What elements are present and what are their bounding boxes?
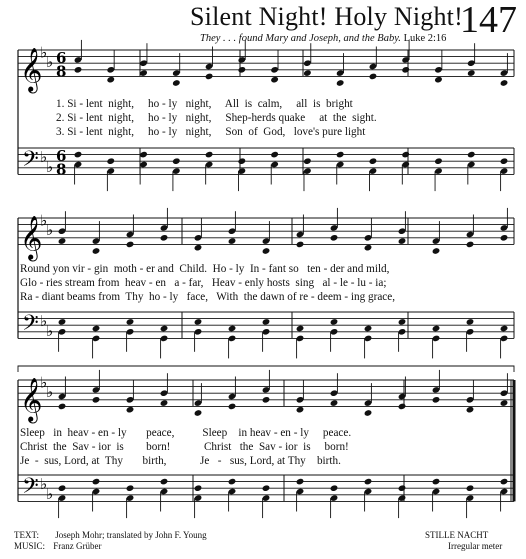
note-head (364, 409, 373, 417)
note-head (432, 478, 441, 486)
note-head (500, 157, 509, 165)
note-head (238, 66, 247, 74)
note-head (336, 151, 345, 159)
treble-clef-icon: 𝄞 (20, 215, 43, 260)
flat-icon: ♭ (40, 43, 48, 62)
note-head (330, 318, 339, 326)
note-head (194, 409, 203, 417)
tune-name: STILLE NACHT (425, 530, 489, 540)
meter: Irregular meter (448, 541, 503, 551)
note-head (262, 318, 271, 326)
music-credit: Franz Grüber (53, 541, 102, 551)
note-head (74, 151, 83, 159)
flat-icon: ♭ (46, 484, 54, 503)
note-head (126, 241, 135, 249)
lyric-verse-2-line-3: Christ the Sav - ior is born! Christ the Sav - ior is born! (20, 441, 349, 453)
note-head (228, 237, 237, 245)
note-head (330, 399, 339, 407)
note-head (58, 484, 67, 492)
note-head (398, 484, 407, 492)
note-head (434, 157, 443, 165)
note-head (500, 399, 509, 407)
note-head (262, 247, 271, 255)
lyric-verse-3-line-3: Je - sus, Lord, at Thy birth, Je - sus, Lord, at Thy birth. (20, 455, 341, 467)
note-head (106, 157, 115, 165)
note-head (172, 157, 181, 165)
treble-clef-icon: 𝄞 (20, 377, 43, 422)
text-credit: Joseph Mohr; translated by John F. Young (55, 530, 207, 540)
note-head (336, 79, 345, 87)
note-head (500, 234, 509, 242)
note-head (58, 237, 67, 245)
note-head (238, 157, 247, 165)
note-head (205, 151, 214, 159)
note-head (500, 79, 509, 87)
note-head (296, 406, 305, 414)
note-head (330, 484, 339, 492)
note-head (228, 325, 237, 333)
note-head (466, 241, 475, 249)
note-head (194, 484, 203, 492)
note-head (432, 325, 441, 333)
flat-icon: ♭ (46, 383, 54, 402)
lyric-verse-3-line-1: 3. Si - lent night, ho - ly night, Son of God, love's pure light (56, 126, 366, 138)
note-head (160, 478, 169, 486)
lyric-verse-1-line-2: Round yon vir - gin moth - er and Child. Ho - ly In - fant so ten - der and mild, (20, 263, 390, 275)
note-head (262, 484, 271, 492)
note-head (369, 157, 378, 165)
note-head (92, 396, 101, 404)
note-head (432, 396, 441, 404)
note-head (126, 318, 135, 326)
lyric-verse-2-line-2: Glo - ries stream from heav - en a - far, Heav - enly hosts sing al - le - lu - ia; (20, 277, 387, 289)
note-head (74, 66, 83, 74)
note-head (262, 396, 271, 404)
epigraph-text: They . . . found Mary and Joseph, and the Baby. (200, 33, 401, 44)
footer-music-credit (14, 541, 102, 551)
text-label: TEXT: (14, 530, 40, 540)
note-head (160, 234, 169, 242)
hymn-number: 147 (460, 0, 517, 41)
note-head (160, 399, 169, 407)
note-head (369, 73, 378, 81)
flat-icon: ♭ (40, 211, 48, 230)
note-head (296, 241, 305, 249)
note-head (58, 403, 67, 411)
note-head (330, 234, 339, 242)
time-signature-bottom: 8 (56, 62, 67, 81)
note-head (139, 151, 148, 159)
note-head (364, 478, 373, 486)
bass-clef-icon: 𝄢 (22, 146, 39, 177)
note-head (139, 69, 148, 77)
flat-icon: ♭ (46, 53, 54, 72)
footer-text-credit (14, 530, 207, 540)
flat-icon: ♭ (40, 147, 48, 166)
note-head (466, 484, 475, 492)
note-head (160, 325, 169, 333)
lyric-verse-1-line-1: 1. Si - lent night, ho - ly night, All is calm, all is bright (56, 98, 353, 110)
note-head (432, 247, 441, 255)
flat-icon: ♭ (40, 311, 48, 330)
bass-clef-icon: 𝄢 (22, 473, 39, 504)
note-head (92, 325, 101, 333)
note-head (92, 478, 101, 486)
time-signature-top: 6 (56, 49, 67, 68)
note-head (194, 318, 203, 326)
note-head (296, 325, 305, 333)
flat-icon: ♭ (46, 321, 54, 340)
note-head (92, 247, 101, 255)
note-head (303, 157, 312, 165)
time-signature-bottom: 8 (56, 160, 67, 179)
note-head (434, 76, 443, 84)
note-head (467, 69, 476, 77)
note-head (398, 318, 407, 326)
note-head (205, 73, 214, 81)
lyric-verse-2-line-1: 2. Si - lent night, ho - ly night, Shep-herds quake at the sight. (56, 112, 377, 124)
lyric-verse-3-line-2: Ra - diant beams from Thy ho - ly face, With the dawn of re - deem - ing grace, (20, 291, 396, 303)
note-head (398, 403, 407, 411)
flat-icon: ♭ (40, 474, 48, 493)
bass-clef-icon: 𝄢 (22, 310, 39, 341)
note-head (106, 76, 115, 84)
note-head (500, 325, 509, 333)
note-head (303, 69, 312, 77)
note-head (228, 478, 237, 486)
note-head (398, 237, 407, 245)
flat-icon: ♭ (40, 373, 48, 392)
note-head (228, 403, 237, 411)
note-head (194, 244, 203, 252)
note-head (126, 484, 135, 492)
note-head (364, 244, 373, 252)
hymn-title: Silent Night! Holy Night! (190, 2, 463, 31)
note-head (126, 406, 135, 414)
flat-icon: ♭ (46, 157, 54, 176)
note-head (270, 76, 279, 84)
note-head (500, 478, 509, 486)
note-head (467, 151, 476, 159)
note-head (401, 151, 410, 159)
note-head (364, 325, 373, 333)
epigraph (200, 33, 446, 44)
lyric-verse-1-line-3: Sleep in heav - en - ly peace, Sleep in heav - en - ly peace. (20, 427, 352, 439)
note-head (296, 478, 305, 486)
note-head (270, 151, 279, 159)
flat-icon: ♭ (46, 221, 54, 240)
music-label: MUSIC: (14, 541, 46, 551)
note-head (466, 406, 475, 414)
time-signature-top: 6 (56, 147, 67, 166)
note-head (172, 79, 181, 87)
note-head (466, 318, 475, 326)
epigraph-reference: Luke 2:16 (403, 33, 447, 44)
note-head (58, 318, 67, 326)
note-head (401, 66, 410, 74)
treble-clef-icon: 𝄞 (20, 47, 43, 92)
